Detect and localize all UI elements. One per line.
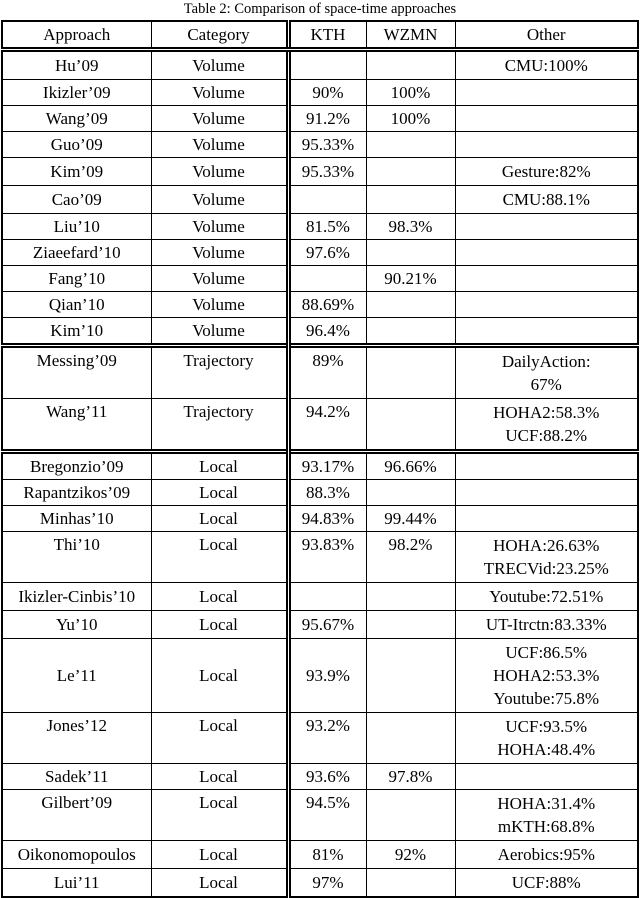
other-cell: [455, 841, 638, 869]
other-line: HOHA2:53.3%: [493, 666, 600, 685]
kth-cell: 94.5%: [288, 790, 366, 841]
category-cell: Local: [151, 480, 288, 506]
table-row: [2, 841, 638, 869]
kth-cell: 97%: [288, 869, 366, 898]
wzmn-cell: [366, 50, 455, 80]
other-cell: [455, 399, 638, 452]
table-head: [2, 21, 638, 50]
wzmn-cell: 97.8%: [366, 764, 455, 790]
other-line: UT-Itrctn:83.33%: [485, 615, 607, 634]
approach-cell: Guo’09: [2, 132, 151, 158]
approach-cell: Liu’10: [2, 214, 151, 240]
wzmn-cell: 96.66%: [366, 452, 455, 480]
wzmn-cell: 90.21%: [366, 266, 455, 292]
approach-cell: Cao’09: [2, 186, 151, 214]
other-line: Youtube:72.51%: [489, 587, 604, 606]
kth-cell: 81%: [288, 841, 366, 869]
table-row: [2, 639, 638, 713]
category-cell: Volume: [151, 80, 288, 106]
other-cell: [455, 158, 638, 186]
table-row: [2, 532, 638, 583]
other-cell: [455, 186, 638, 214]
approach-cell: Hu’09: [2, 50, 151, 80]
other-line: UCF:93.5%: [505, 717, 588, 736]
kth-cell: 95.67%: [288, 611, 366, 639]
table-row: [2, 399, 638, 452]
table-row: [2, 764, 638, 790]
table-row: [2, 869, 638, 898]
category-cell: Volume: [151, 240, 288, 266]
other-line: TRECVid:23.25%: [483, 559, 609, 578]
table-row: [2, 214, 638, 240]
other-cell: [455, 639, 638, 713]
other-cell: [455, 292, 638, 318]
category-cell: Local: [151, 713, 288, 764]
approach-cell: Kim’09: [2, 158, 151, 186]
table-row: [2, 713, 638, 764]
approach-cell: Ziaeefard’10: [2, 240, 151, 266]
other-cell: [455, 318, 638, 346]
other-line: HOHA:31.4%: [497, 794, 596, 813]
approach-cell: Qian’10: [2, 292, 151, 318]
table-caption: Table 2: Comparison of space-time approaches: [183, 1, 457, 17]
other-cell: [455, 132, 638, 158]
table-row: [2, 186, 638, 214]
kth-cell: 88.69%: [288, 292, 366, 318]
kth-cell: 93.83%: [288, 532, 366, 583]
wzmn-cell: [366, 318, 455, 346]
other-cell: [455, 346, 638, 399]
kth-cell: 95.33%: [288, 132, 366, 158]
wzmn-cell: 98.3%: [366, 214, 455, 240]
other-cell: [455, 583, 638, 611]
header-cell-wzmn: WZMN: [366, 21, 455, 50]
other-cell: [455, 80, 638, 106]
kth-cell: 91.2%: [288, 106, 366, 132]
category-cell: Volume: [151, 266, 288, 292]
table-row: [2, 106, 638, 132]
table-row: [2, 480, 638, 506]
kth-cell: [288, 186, 366, 214]
category-cell: Volume: [151, 214, 288, 240]
header-cell-category: Category: [151, 21, 288, 50]
category-cell: Volume: [151, 292, 288, 318]
wzmn-cell: [366, 639, 455, 713]
table-row: [2, 158, 638, 186]
wzmn-cell: [366, 399, 455, 452]
kth-cell: 88.3%: [288, 480, 366, 506]
approach-cell: Kim’10: [2, 318, 151, 346]
other-cell: [455, 506, 638, 532]
table-row: [2, 346, 638, 399]
table-row: [2, 240, 638, 266]
wzmn-cell: [366, 132, 455, 158]
wzmn-cell: [366, 583, 455, 611]
header-cell-kth: KTH: [288, 21, 366, 50]
kth-cell: [288, 50, 366, 80]
kth-cell: 96.4%: [288, 318, 366, 346]
category-cell: Local: [151, 841, 288, 869]
other-line: CMU:100%: [504, 56, 588, 75]
approach-cell: Wang’11: [2, 399, 151, 452]
other-line: Youtube:75.8%: [493, 689, 599, 708]
category-cell: Local: [151, 790, 288, 841]
category-cell: Local: [151, 611, 288, 639]
header-cell-approach: Approach: [2, 21, 151, 50]
approach-cell: Ikizler-Cinbis’10: [2, 583, 151, 611]
other-line: Gesture:82%: [501, 162, 591, 181]
approach-cell: Ikizler’09: [2, 80, 151, 106]
category-cell: Local: [151, 869, 288, 898]
category-cell: Trajectory: [151, 346, 288, 399]
wzmn-cell: [366, 713, 455, 764]
approach-cell: Gilbert’09: [2, 790, 151, 841]
approach-cell: Lui’11: [2, 869, 151, 898]
table-row: [2, 132, 638, 158]
kth-cell: 95.33%: [288, 158, 366, 186]
table-row: [2, 80, 638, 106]
other-cell: [455, 452, 638, 480]
wzmn-cell: [366, 346, 455, 399]
category-cell: Volume: [151, 132, 288, 158]
wzmn-cell: 100%: [366, 80, 455, 106]
approach-cell: Fang’10: [2, 266, 151, 292]
category-cell: Volume: [151, 158, 288, 186]
table-row: [2, 506, 638, 532]
table-row: [2, 318, 638, 346]
category-cell: Trajectory: [151, 399, 288, 452]
wzmn-cell: [366, 480, 455, 506]
kth-cell: [288, 266, 366, 292]
kth-cell: 93.9%: [288, 639, 366, 713]
wzmn-cell: [366, 611, 455, 639]
approach-cell: Messing’09: [2, 346, 151, 399]
table-row: [2, 611, 638, 639]
wzmn-cell: [366, 186, 455, 214]
approach-cell: Rapantzikos’09: [2, 480, 151, 506]
approach-cell: Thi’10: [2, 532, 151, 583]
category-cell: Volume: [151, 106, 288, 132]
approach-cell: Bregonzio’09: [2, 452, 151, 480]
category-cell: Local: [151, 452, 288, 480]
other-cell: [455, 240, 638, 266]
kth-cell: 93.6%: [288, 764, 366, 790]
wzmn-cell: [366, 869, 455, 898]
other-line: DailyAction:: [501, 352, 591, 371]
kth-cell: 81.5%: [288, 214, 366, 240]
category-cell: Volume: [151, 318, 288, 346]
other-line: mKTH:68.8%: [497, 817, 595, 836]
table-row: [2, 583, 638, 611]
other-line: UCF:88%: [511, 873, 581, 892]
approach-cell: Yu’10: [2, 611, 151, 639]
wzmn-cell: 92%: [366, 841, 455, 869]
approach-cell: Minhas’10: [2, 506, 151, 532]
table-body: [2, 50, 638, 898]
category-cell: Local: [151, 506, 288, 532]
kth-cell: 93.17%: [288, 452, 366, 480]
table-row: [2, 266, 638, 292]
table-row: [2, 452, 638, 480]
other-cell: [455, 50, 638, 80]
wzmn-cell: 100%: [366, 106, 455, 132]
other-line: HOHA:26.63%: [493, 536, 600, 555]
approach-cell: Le’11: [2, 639, 151, 713]
other-cell: [455, 266, 638, 292]
category-cell: Volume: [151, 186, 288, 214]
other-line: HOHA2:58.3%: [493, 403, 600, 422]
kth-cell: 89%: [288, 346, 366, 399]
category-cell: Local: [151, 639, 288, 713]
kth-cell: [288, 583, 366, 611]
comparison-table: [1, 20, 639, 898]
other-cell: [455, 532, 638, 583]
other-cell: [455, 764, 638, 790]
other-cell: [455, 480, 638, 506]
other-cell: [455, 611, 638, 639]
table-row: [2, 292, 638, 318]
other-cell: [455, 869, 638, 898]
other-cell: [455, 106, 638, 132]
approach-cell: Oikonomopoulos: [2, 841, 151, 869]
wzmn-cell: [366, 240, 455, 266]
approach-cell: Wang’09: [2, 106, 151, 132]
kth-cell: 90%: [288, 80, 366, 106]
wzmn-cell: 99.44%: [366, 506, 455, 532]
table-row: [2, 790, 638, 841]
wzmn-cell: 98.2%: [366, 532, 455, 583]
wzmn-cell: [366, 292, 455, 318]
wzmn-cell: [366, 790, 455, 841]
table-row: [2, 50, 638, 80]
category-cell: Local: [151, 764, 288, 790]
wzmn-cell: [366, 158, 455, 186]
header-row: [2, 21, 638, 50]
other-line: 67%: [530, 375, 562, 394]
other-cell: [455, 790, 638, 841]
approach-cell: Jones’12: [2, 713, 151, 764]
kth-cell: 93.2%: [288, 713, 366, 764]
other-line: UCF:86.5%: [505, 643, 588, 662]
kth-cell: 97.6%: [288, 240, 366, 266]
other-cell: [455, 713, 638, 764]
other-line: CMU:88.1%: [502, 190, 590, 209]
other-cell: [455, 214, 638, 240]
approach-cell: Sadek’11: [2, 764, 151, 790]
kth-cell: 94.2%: [288, 399, 366, 452]
header-cell-other: Other: [455, 21, 638, 50]
category-cell: Local: [151, 583, 288, 611]
kth-cell: 94.83%: [288, 506, 366, 532]
other-line: HOHA:48.4%: [497, 740, 596, 759]
other-line: UCF:88.2%: [505, 426, 588, 445]
other-line: Aerobics:95%: [497, 845, 595, 864]
category-cell: Volume: [151, 50, 288, 80]
category-cell: Local: [151, 532, 288, 583]
